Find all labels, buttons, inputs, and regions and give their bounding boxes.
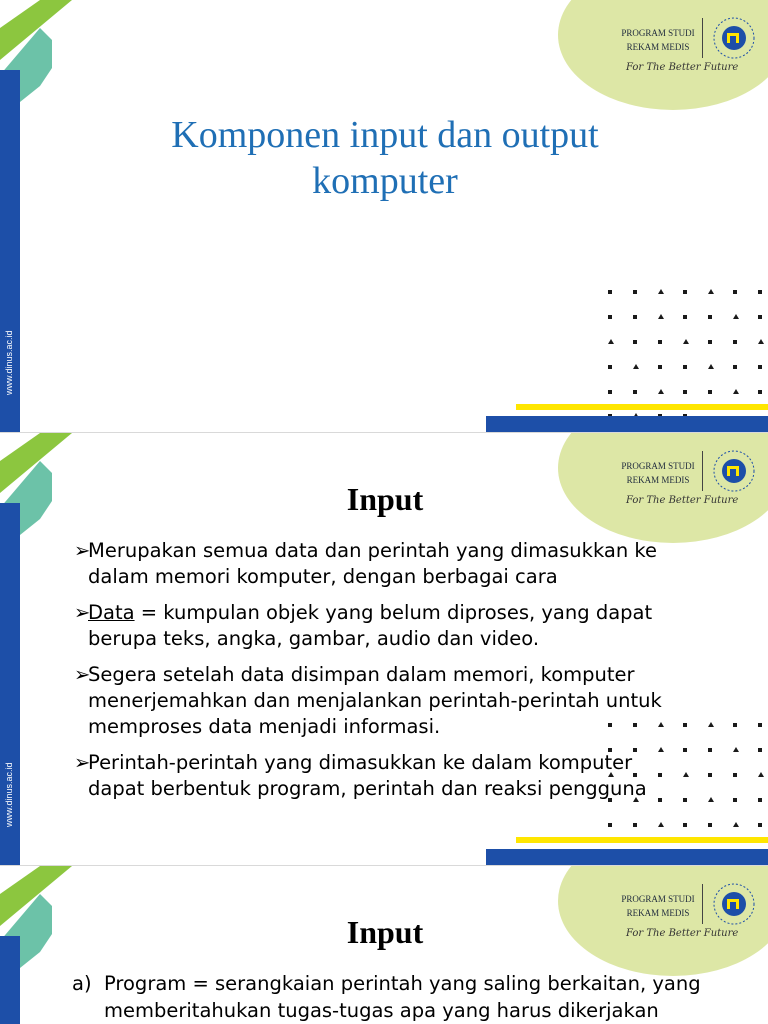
sidebar-bar [0,936,20,1024]
numbered-list [72,970,742,1024]
tagline: For The Better Future [626,928,739,939]
logo-divider [702,451,703,491]
slide-3 [0,866,768,1024]
slide-heading: Input [346,481,424,517]
program-name: PROGRAM STUDI REKAM MEDIS [621,894,695,918]
tagline: For The Better Future [626,62,739,73]
list-item: a) Program = serangkaian perintah yang saling berkaitan, yang memberitahukan tugas-tugas apa yang harus dikerjakan [72,972,701,1022]
program-name: PROGRAM STUDI REKAM MEDIS [621,461,695,485]
bullet-list [74,538,734,812]
slide-heading: Input [346,914,424,950]
slide-2: www.dinus.ac.id PROGRAM STUDI REKAM MEDIS For The Better Future Input ➢ Merupakan semua data dan perintah yang dimasukkan ke dalam memori komputer, dengan berbagai cara ➢ Data = kumpulan objek yang belum diproses, yang dapat berupa teks, angka, gambar, audio dan video. ➢ Segera setelah data disimpan dalam memori, komputer menerjemahkan dan menjalankan perintah-perintah untuk memproses data menjadi informasi. ➢ Perintah-perintah yang dimasukkan ke dalam komputer dapat berbentuk program, perintah dan reaksi pengguna [0,433,768,865]
arrow-bullet-icon: ➢ [74,601,91,624]
yellow-accent-bar [516,837,768,843]
university-seal-icon [712,882,756,926]
yellow-accent-bar [516,404,768,410]
list-marker: a) [72,972,92,995]
program-logo [606,16,756,76]
bullet-item: ➢ Data = kumpulan objek yang belum diproses, yang dapat berupa teks, angka, gambar, audio dan video. [74,601,653,650]
bullet-item: ➢ Perintah-perintah yang dimasukkan ke dalam komputer dapat berbentuk program, perintah dan reaksi pengguna [74,751,647,800]
arrow-bullet-icon: ➢ [74,663,91,686]
university-seal-icon [712,449,756,493]
blue-accent-bar [486,849,768,865]
university-seal-icon [712,16,756,60]
arrow-bullet-icon: ➢ [74,539,91,562]
blue-accent-bar [486,416,768,432]
dot-pattern [600,286,760,416]
tagline: For The Better Future [626,495,739,506]
logo-divider [702,18,703,58]
program-name: PROGRAM STUDI REKAM MEDIS [621,28,695,52]
slide-1: www.dinus.ac.id PROGRAM STUDI REKAM MEDIS For The Better Future Komponen input dan output komputer [0,0,768,432]
bullet-item: ➢ Segera setelah data disimpan dalam memori, komputer menerjemahkan dan menjalankan perintah-perintah untuk memproses data menjadi informasi. [74,663,662,738]
arrow-bullet-icon: ➢ [74,751,91,774]
slide-title: Komponen input dan output komputer [171,114,599,202]
data-term: Data [88,601,135,624]
logo-divider [702,884,703,924]
bullet-item: ➢ Merupakan semua data dan perintah yang dimasukkan ke dalam memori komputer, dengan berbagai cara [74,539,657,588]
